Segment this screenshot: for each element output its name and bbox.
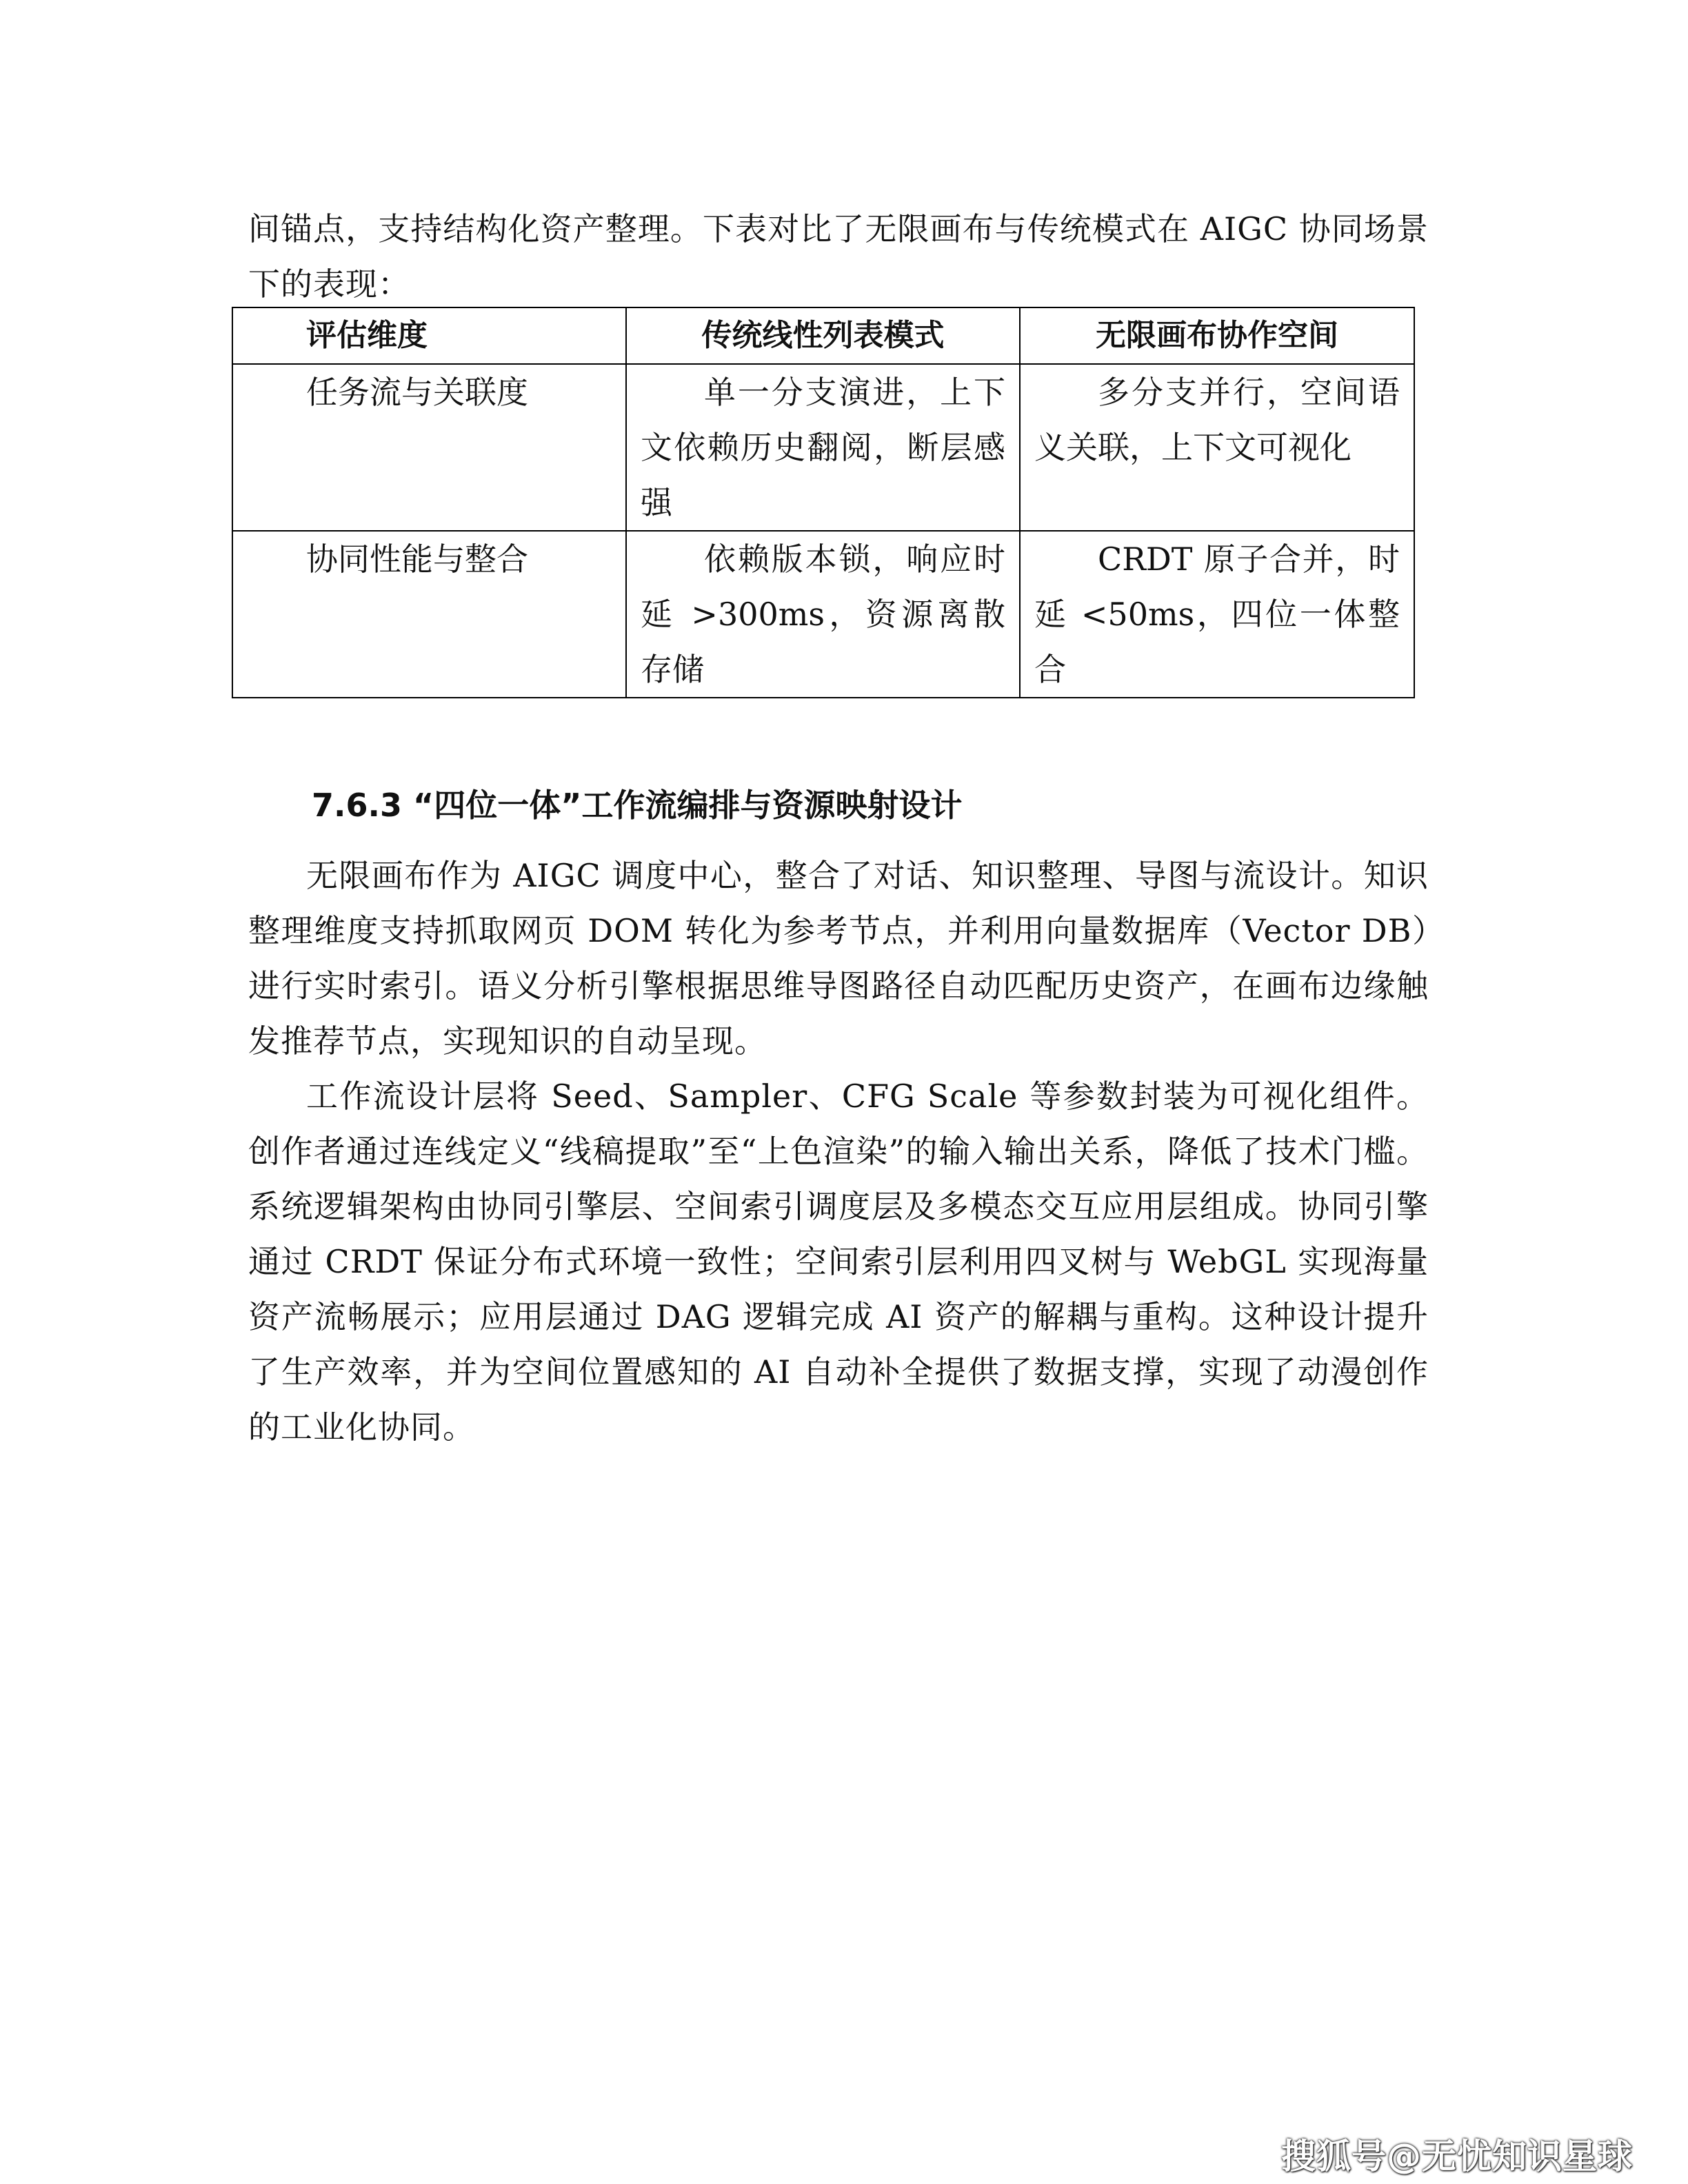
table-header-cell: 评估维度 xyxy=(232,307,626,364)
table-row xyxy=(232,364,1414,531)
table-cell: 协同性能与整合 xyxy=(232,531,626,698)
table-cell: 依赖版本锁，响应时延 >300ms，资源离散存储 xyxy=(626,531,1020,698)
table-cell: 多分支并行，空间语义关联，上下文可视化 xyxy=(1020,364,1414,531)
intro-paragraph: 间锚点，支持结构化资产整理。下表对比了无限画布与传统模式在 AIGC 协同场景下的表现： xyxy=(248,210,1429,303)
table-row xyxy=(232,531,1414,698)
table-header-cell: 无限画布协作空间 xyxy=(1020,307,1414,364)
table-header-row xyxy=(232,307,1414,364)
comparison-table xyxy=(232,307,1415,698)
table-header-cell: 传统线性列表模式 xyxy=(626,307,1020,364)
section-heading: 7.6.3 “四位一体”工作流编排与资源映射设计 xyxy=(312,787,963,824)
watermark: 搜狐号@无忧知识星球 xyxy=(1281,2136,1633,2176)
body-paragraph: 工作流设计层将 Seed、Sampler、CFG Scale 等参数封装为可视化组件。创作者通过连线定义“线稿提取”至“上色渲染”的输入输出关系，降低了技术门槛。系统逻辑架构由协同引擎层、空间索引调度层及多模态交互应用层组成。协同引擎通过 CRDT 保证分布式环境一致性；空间索引层利用四叉树与 WebGL 实现海量资产流畅展示；应用层通过 DAG 逻辑完成 AI 资产的解耦与重构。这种设计提升了生产效率，并为空间位置感知的 AI 自动补全提供了数据支撑，实现了动漫创作的工业化协同。 xyxy=(248,1078,1429,1446)
table-cell: 任务流与关联度 xyxy=(232,364,626,531)
body-paragraph: 无限画布作为 AIGC 调度中心，整合了对话、知识整理、导图与流设计。知识整理维度支持抓取网页 DOM 转化为参考节点，并利用向量数据库（Vector DB）进行实时索引。语义分析引擎根据思维导图路径自动匹配历史资产，在画布边缘触发推荐节点，实现知识的自动呈现。 xyxy=(248,857,1429,1060)
table-cell: CRDT 原子合并，时延 <50ms，四位一体整合 xyxy=(1020,531,1414,698)
table-cell: 单一分支演进，上下文依赖历史翻阅，断层感强 xyxy=(626,364,1020,531)
